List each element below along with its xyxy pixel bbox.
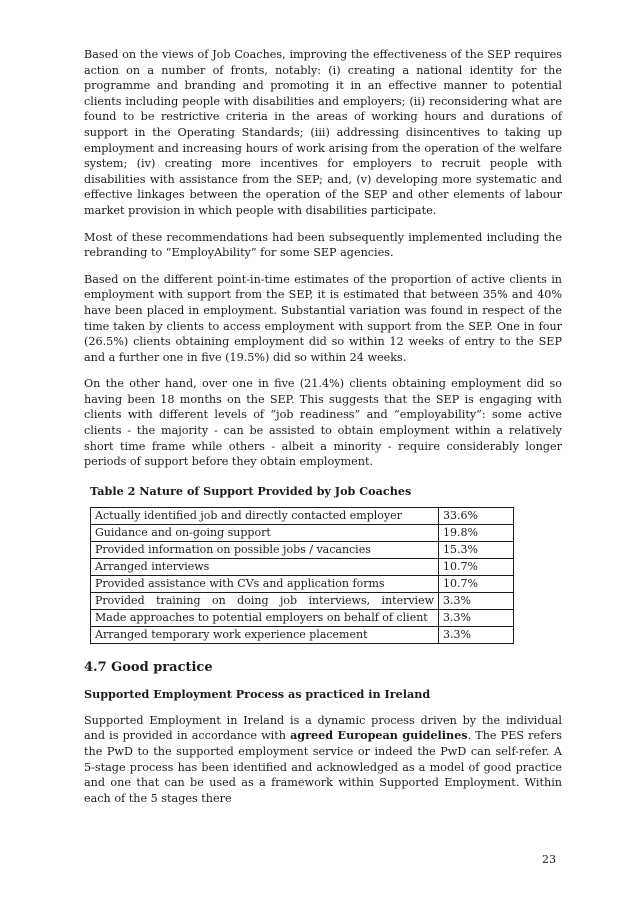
table-cell-label: Provided assistance with CVs and application forms: [91, 575, 439, 592]
paragraph-text-end: . The PES refers the PwD to the supported employment service or indeed the PwD can self-refer. A 5-stage process has been identified and acknowledged as a model of good practice and one that can be used as a framework within Supported Employment. Within each of the 5 stages there: [84, 729, 562, 805]
table-cell-label: Provided training on doing job interviews, interview: [91, 592, 439, 609]
paragraph-employment-estimates: Based on the different point-in-time estimates of the proportion of active clients in employment with support from the SEP, it is estimated that between 35% and 40% have been placed in employment. Substantial variation was found in respect of the time taken by clients to access employment with support from the SEP. One in four (26.5%) clients obtaining employment did so within 12 weeks of entry to the SEP and a further one in five (19.5%) did so within 24 weeks.: [84, 272, 562, 364]
table-row: [91, 626, 514, 643]
table-row: [91, 541, 514, 558]
table-cell-value: 19.8%: [439, 524, 514, 541]
support-table: [90, 507, 514, 644]
paragraph-job-coaches-views: Based on the views of Job Coaches, improving the effectiveness of the SEP requires action on a number of fronts, notably: (i) creating a national identity for the programme and branding and promoting it in an effective manner to potential clients including people with disabilities and employers; (ii) reconsidering what are found to be restrictive criteria in the areas of working hours and durations of support in the Operating Standards; (iii) addressing disincentives to taking up employment and increasing hours of work arising from the operation of the welfare system; (iv) creating more incentives for employers to recruit people with disabilities with assistance from the SEP; and, (v) developing more systematic and effective linkages between the operation of the SEP and other elements of labour market provision in which people with disabilities participate.: [84, 48, 562, 217]
table-row: [91, 575, 514, 592]
table-cell-label: Arranged temporary work experience placement: [91, 626, 439, 643]
paragraph-recommendations: Most of these recommendations had been subsequently implemented including the rebranding to “EmployAbility” for some SEP agencies.: [84, 230, 562, 260]
page-content: [84, 47, 562, 817]
table-cell-label: Provided information on possible jobs / vacancies: [91, 541, 439, 558]
table-cell-value: 3.3%: [439, 626, 514, 643]
table-cell-label: Made approaches to potential employers on behalf of client: [91, 609, 439, 626]
page-number: 23: [542, 853, 556, 866]
table-row: [91, 507, 514, 524]
paragraph-text-start: Supported Employment in Ireland is a dynamic process driven by the individual and is provided in accordance with: [84, 713, 562, 743]
table-cell-value: 3.3%: [439, 592, 514, 609]
table-row: [91, 558, 514, 575]
table-cell-value: 33.6%: [439, 507, 514, 524]
paragraph-job-readiness: On the other hand, over one in five (21.4%) clients obtaining employment did so having been 18 months on the SEP. This suggests that the SEP is engaging with clients with different levels of “job readiness” and “employability”: some active clients - the majority - can be assisted to obtain employment within a relatively short time frame while others - albeit a minority - require considerably longer periods of support before they obtain employment.: [84, 377, 562, 469]
table-cell-label: Arranged interviews: [91, 558, 439, 575]
subheading: Supported Employment Process as practiced in Ireland: [84, 686, 431, 701]
table-caption: Table 2 Nature of Support Provided by Job Coaches: [90, 483, 412, 498]
table-row: [91, 524, 514, 541]
section-heading: 4.7 Good practice: [84, 659, 213, 675]
bold-phrase: agreed European guidelines: [290, 728, 468, 743]
table-row: [91, 609, 514, 626]
table-row: [91, 592, 514, 609]
table-cell-value: 3.3%: [439, 609, 514, 626]
table-cell-value: 10.7%: [439, 575, 514, 592]
paragraph-supported-employment: [84, 713, 562, 807]
table-cell-label: Guidance and on-going support: [91, 524, 439, 541]
table-cell-value: 10.7%: [439, 558, 514, 575]
table-cell-label: Actually identified job and directly contacted employer: [91, 507, 439, 524]
table-cell-value: 15.3%: [439, 541, 514, 558]
